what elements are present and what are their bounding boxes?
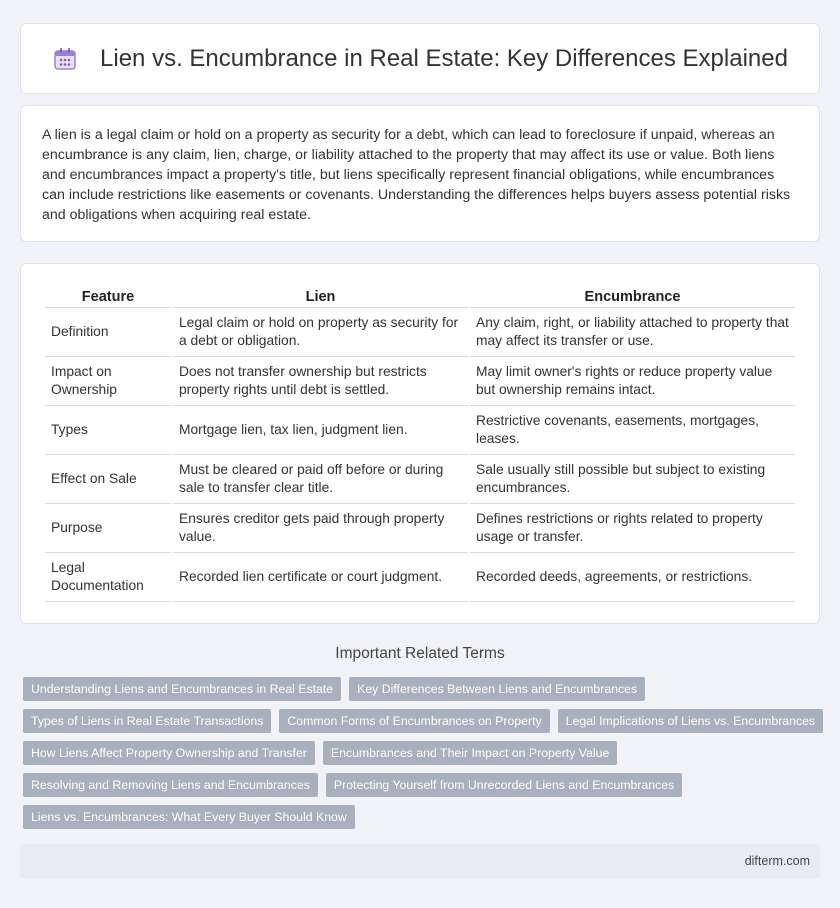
intro-paragraph: A lien is a legal claim or hold on a property as security for a debt, which can lead to foreclosure if unpaid, whereas an encumbrance is any claim, lien, charge, or liability attached to the property that may affect its use or value. Both liens and encumbrances impact a property's title, but liens specifically represent financial obligations, while encumbrances can include restrictions like easements or covenants. Understanding the differences helps buyers assess potential risks and obligations when acquiring real estate. [42,127,791,223]
tag-row [23,741,823,765]
table-row [45,357,795,406]
header-feature: Feature [45,286,171,308]
tag-row [23,805,823,829]
related-terms-tags [23,677,823,837]
lien-cell: Legal claim or hold on property as security for a debt or obligation. [173,308,468,357]
table-row [45,553,795,602]
header-lien: Lien [173,286,468,308]
related-term-tag[interactable]: Understanding Liens and Encumbrances in Real Estate [23,677,341,701]
encumbrance-cell: Recorded deeds, agreements, or restrictions. [470,553,795,602]
related-term-tag[interactable]: Resolving and Removing Liens and Encumbrances [23,773,318,797]
feature-cell: Effect on Sale [45,455,171,504]
comparison-table [43,286,797,602]
header-encumbrance: Encumbrance [470,286,795,308]
feature-cell: Impact on Ownership [45,357,171,406]
tag-row [23,773,823,797]
encumbrance-cell: Any claim, right, or liability attached to property that may affect its transfer or use. [470,308,795,357]
lien-cell: Ensures creditor gets paid through property value. [173,504,468,553]
encumbrance-cell: Sale usually still possible but subject to existing encumbrances. [470,455,795,504]
table-row [45,504,795,553]
lien-cell: Must be cleared or paid off before or during sale to transfer clear title. [173,455,468,504]
encumbrance-cell: Defines restrictions or rights related to property usage or transfer. [470,504,795,553]
table-header-row [45,286,795,308]
comparison-table-card [20,263,820,624]
feature-cell: Definition [45,308,171,357]
lien-cell: Recorded lien certificate or court judgment. [173,553,468,602]
table-row [45,308,795,357]
page-title: Lien vs. Encumbrance in Real Estate: Key Differences Explained [100,44,788,72]
related-term-tag[interactable]: Legal Implications of Liens vs. Encumbrances [558,709,823,733]
footer-site-link[interactable]: difterm.com [744,854,810,868]
lien-cell: Mortgage lien, tax lien, judgment lien. [173,406,468,455]
intro-card [20,105,820,242]
footer [20,844,820,878]
tag-row [23,677,823,701]
feature-cell: Types [45,406,171,455]
calendar-icon [52,46,78,72]
encumbrance-cell: Restrictive covenants, easements, mortgages, leases. [470,406,795,455]
related-term-tag[interactable]: Types of Liens in Real Estate Transactions [23,709,271,733]
title-card [20,23,820,94]
encumbrance-cell: May limit owner's rights or reduce property value but ownership remains intact. [470,357,795,406]
related-terms-title: Important Related Terms [335,645,505,662]
related-term-tag[interactable]: Key Differences Between Liens and Encumbrances [349,677,645,701]
related-term-tag[interactable]: Common Forms of Encumbrances on Property [279,709,549,733]
related-term-tag[interactable]: Liens vs. Encumbrances: What Every Buyer Should Know [23,805,355,829]
related-term-tag[interactable]: How Liens Affect Property Ownership and Transfer [23,741,315,765]
lien-cell: Does not transfer ownership but restricts property rights until debt is settled. [173,357,468,406]
feature-cell: Purpose [45,504,171,553]
table-row [45,406,795,455]
related-term-tag[interactable]: Protecting Yourself from Unrecorded Liens and Encumbrances [326,773,682,797]
table-row [45,455,795,504]
feature-cell: Legal Documentation [45,553,171,602]
tag-row [23,709,823,733]
related-term-tag[interactable]: Encumbrances and Their Impact on Property Value [323,741,617,765]
